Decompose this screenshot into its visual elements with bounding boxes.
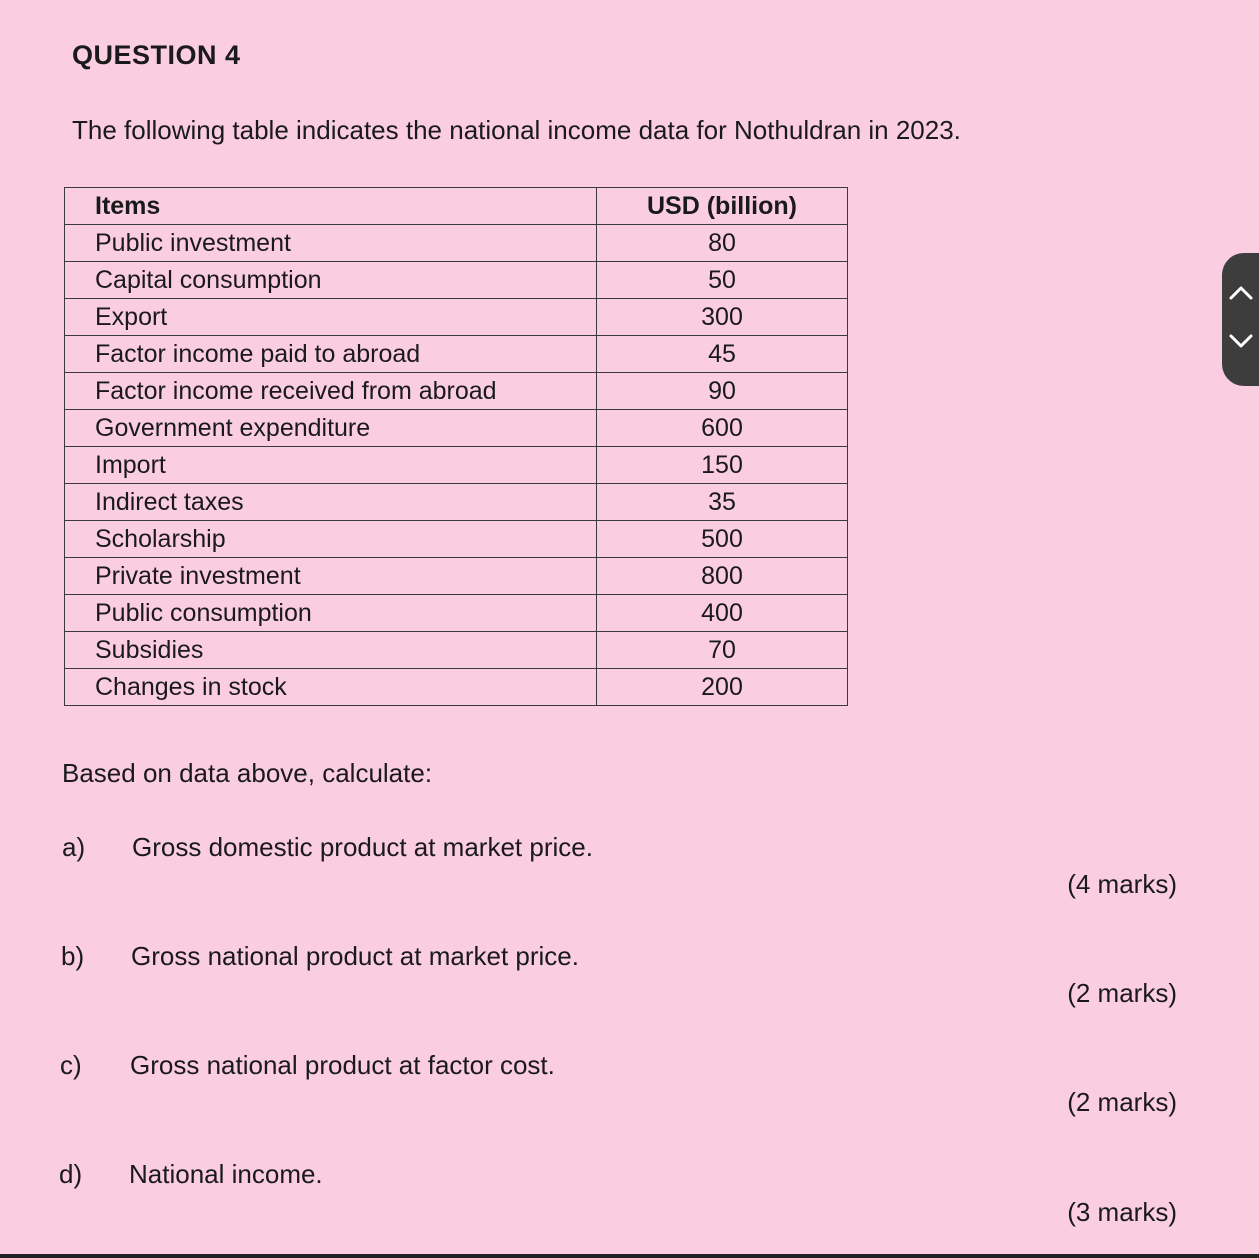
question-text: Gross national product at factor cost. — [130, 1050, 555, 1080]
value-cell: 70 — [597, 632, 848, 669]
item-cell: Public consumption — [65, 595, 597, 632]
value-cell: 35 — [597, 484, 848, 521]
value-cell: 90 — [597, 373, 848, 410]
item-cell: Government expenditure — [65, 410, 597, 447]
table-row — [65, 262, 848, 299]
value-cell: 45 — [597, 336, 848, 373]
table-row — [65, 447, 848, 484]
question-heading: QUESTION 4 — [72, 40, 241, 70]
item-cell: Factor income received from abroad — [65, 373, 597, 410]
table-header-row — [65, 188, 848, 225]
value-cell: 150 — [597, 447, 848, 484]
marks-a: (4 marks) — [1067, 869, 1177, 899]
chevron-down-icon[interactable] — [1228, 331, 1254, 351]
item-cell: Indirect taxes — [65, 484, 597, 521]
value-cell: 200 — [597, 669, 848, 706]
question-c — [60, 1050, 555, 1081]
value-cell: 50 — [597, 262, 848, 299]
question-text: Gross national product at market price. — [131, 941, 579, 971]
table-row — [65, 521, 848, 558]
bottom-divider — [0, 1254, 1259, 1258]
question-letter: b) — [61, 941, 85, 971]
items-header: Items — [65, 188, 597, 225]
national-income-table — [64, 187, 848, 706]
value-cell: 80 — [597, 225, 848, 262]
table-row — [65, 558, 848, 595]
question-a — [62, 832, 593, 863]
item-cell: Export — [65, 299, 597, 336]
question-letter: a) — [62, 832, 86, 862]
value-cell: 500 — [597, 521, 848, 558]
intro-text: The following table indicates the national income data for Nothuldran in 2023. — [72, 115, 961, 145]
table-row — [65, 410, 848, 447]
table-row — [65, 669, 848, 706]
table-row — [65, 373, 848, 410]
question-letter: d) — [59, 1159, 83, 1189]
chevron-up-icon[interactable] — [1228, 283, 1254, 303]
question-text: Gross domestic product at market price. — [132, 832, 593, 862]
question-letter: c) — [60, 1050, 82, 1080]
item-cell: Public investment — [65, 225, 597, 262]
page-navigator[interactable] — [1222, 253, 1259, 386]
value-cell: 300 — [597, 299, 848, 336]
item-cell: Subsidies — [65, 632, 597, 669]
question-b — [61, 941, 579, 972]
table-row — [65, 225, 848, 262]
item-cell: Import — [65, 447, 597, 484]
question-text: National income. — [129, 1159, 323, 1189]
value-cell: 600 — [597, 410, 848, 447]
marks-d: (3 marks) — [1067, 1197, 1177, 1227]
value-cell: 400 — [597, 595, 848, 632]
item-cell: Scholarship — [65, 521, 597, 558]
table-row — [65, 299, 848, 336]
table-row — [65, 484, 848, 521]
table-row — [65, 336, 848, 373]
table-row — [65, 632, 848, 669]
item-cell: Changes in stock — [65, 669, 597, 706]
table-row — [65, 595, 848, 632]
marks-c: (2 marks) — [1067, 1087, 1177, 1117]
question-d — [59, 1159, 323, 1190]
value-cell: 800 — [597, 558, 848, 595]
item-cell: Factor income paid to abroad — [65, 336, 597, 373]
usd-header: USD (billion) — [597, 188, 848, 225]
item-cell: Private investment — [65, 558, 597, 595]
item-cell: Capital consumption — [65, 262, 597, 299]
marks-b: (2 marks) — [1067, 978, 1177, 1008]
calculate-prompt: Based on data above, calculate: — [62, 758, 433, 788]
